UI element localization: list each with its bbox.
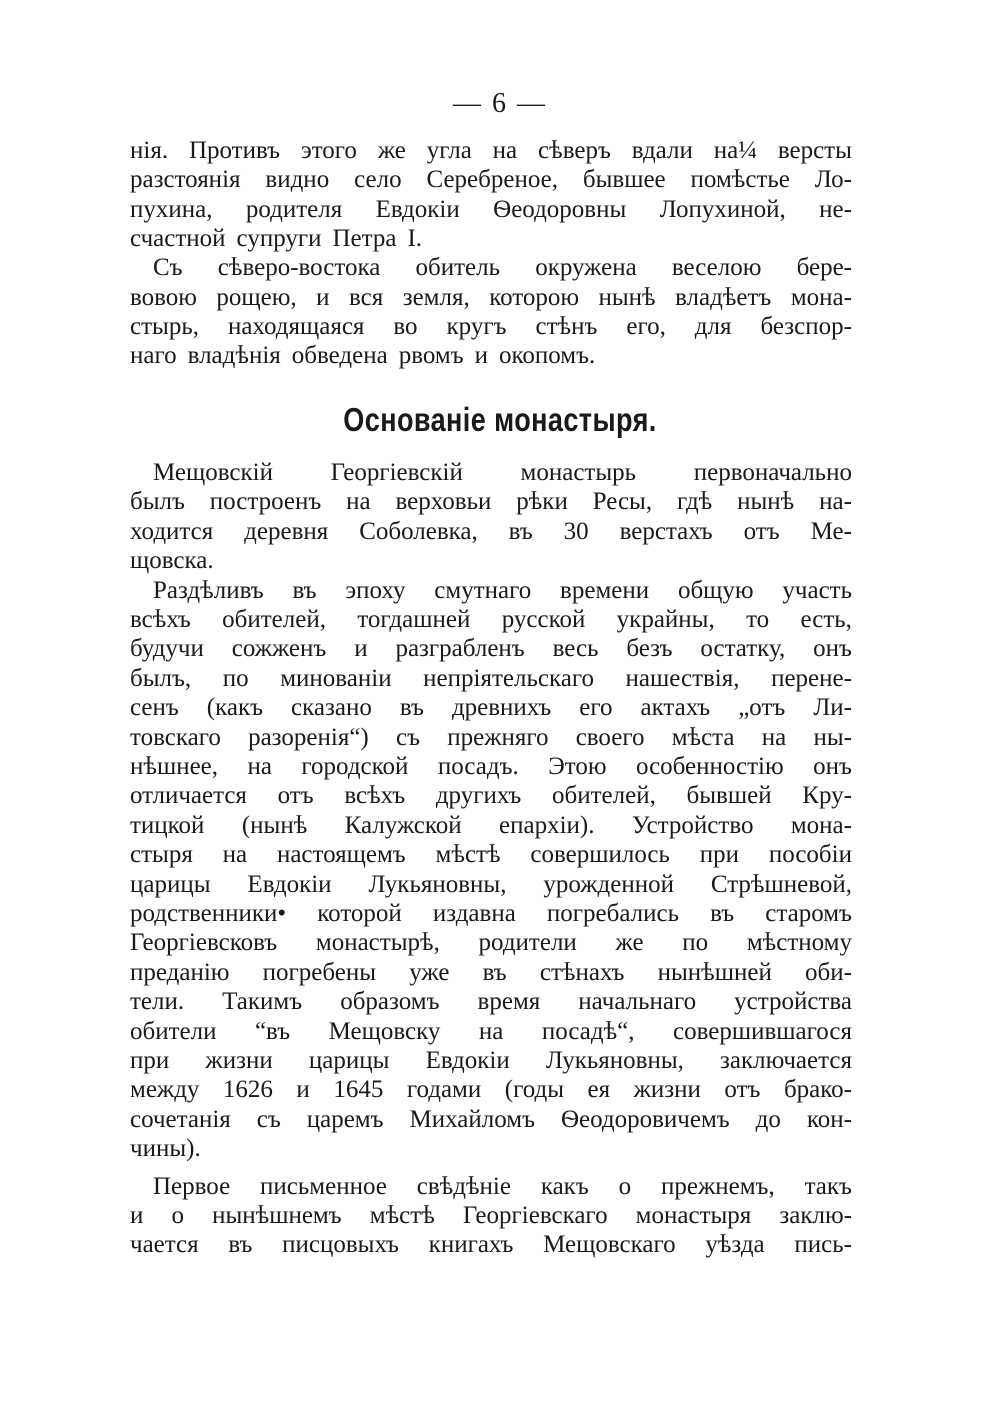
word: Евдокіи	[247, 870, 332, 898]
text-line	[130, 195, 852, 226]
word: кругъ	[446, 312, 507, 340]
word: бывшей	[686, 782, 772, 810]
word: Георгіевсковъ	[130, 929, 278, 957]
word: счастной	[130, 224, 226, 252]
word: писцовыхъ	[282, 1231, 399, 1259]
word: 1645	[333, 1076, 384, 1104]
text-line	[130, 752, 852, 783]
word: образомъ	[340, 988, 440, 1016]
word: и	[354, 635, 368, 663]
word: обведена	[291, 342, 388, 370]
word: перене-	[771, 664, 852, 692]
word: вся	[348, 283, 384, 311]
word: I.	[407, 224, 423, 252]
word: отъ	[743, 517, 780, 545]
word: сожженъ	[231, 635, 327, 663]
word: видно	[265, 166, 330, 194]
word: деревня	[244, 517, 329, 545]
word: древнихъ	[451, 694, 552, 722]
word: старомъ	[765, 900, 852, 927]
text-line	[153, 458, 852, 489]
word: актахъ	[640, 694, 711, 722]
word: (нынѣ	[241, 811, 308, 839]
word: монастыря	[635, 1202, 752, 1229]
text-line	[130, 958, 852, 989]
text-line	[130, 341, 852, 372]
word: погребены	[262, 958, 377, 986]
word: остатку,	[700, 635, 786, 663]
word: совершилось	[530, 841, 670, 869]
word: мона-	[790, 283, 852, 311]
text-line	[130, 693, 852, 724]
word: вдали	[631, 137, 693, 164]
word: по	[682, 929, 709, 957]
word: Лопухиной,	[659, 195, 786, 223]
word: весь	[552, 635, 599, 663]
word: въ	[228, 1231, 253, 1259]
word: при	[130, 1047, 170, 1074]
word: Стрѣшневой,	[710, 870, 852, 898]
word: окопомъ.	[499, 342, 596, 370]
word: на	[761, 723, 787, 751]
word: нѣшнее,	[130, 753, 219, 780]
word: брако-	[783, 1076, 852, 1104]
word: сѣверо-востока	[217, 254, 381, 282]
word: погребались	[546, 900, 679, 927]
text-line	[130, 664, 852, 695]
section-heading: Основаніе монастыря.	[343, 401, 657, 438]
word: Серебреное,	[426, 166, 558, 194]
word: мѣстѣ	[435, 841, 501, 869]
word: русской	[501, 606, 586, 633]
word: издавна	[432, 900, 516, 927]
word: родители	[478, 929, 577, 957]
word: нынѣшней	[657, 958, 772, 986]
word: времени	[560, 576, 650, 604]
text-line	[130, 634, 852, 665]
word: обители	[130, 1017, 217, 1045]
word: разграбленъ	[395, 635, 525, 663]
word: Лукьяновны,	[368, 870, 507, 898]
word: есть,	[800, 606, 852, 633]
word: урожденной	[543, 870, 674, 898]
word: заключается	[720, 1047, 852, 1074]
word: сказано	[291, 694, 372, 722]
word: ея	[587, 1076, 611, 1104]
word: монастырь	[520, 459, 637, 486]
word: былъ	[130, 488, 185, 516]
word: устройства	[734, 988, 852, 1016]
word: въ	[399, 694, 424, 722]
word: безспор-	[760, 312, 852, 340]
text-line	[130, 1105, 852, 1136]
word: его,	[626, 312, 666, 340]
word: нашествія,	[625, 664, 740, 692]
word: земля,	[402, 283, 470, 311]
word: въ	[482, 958, 507, 986]
word: верстахъ	[619, 517, 713, 545]
word: посадѣ“,	[541, 1017, 635, 1045]
word: Мещовскій	[153, 459, 273, 486]
word: городской	[301, 753, 409, 780]
word: въ	[710, 900, 735, 927]
word: кон-	[806, 1105, 852, 1133]
word: обитель	[415, 254, 501, 282]
word: въ	[508, 517, 533, 545]
text-line	[130, 987, 852, 1018]
word: рѣки	[516, 488, 568, 516]
word: 1626	[222, 1076, 273, 1104]
word: Кру-	[802, 782, 852, 810]
word: и	[130, 1202, 144, 1229]
word: на¼	[713, 137, 757, 164]
word: Ѳеодоровны	[493, 195, 627, 223]
text-line	[153, 1172, 852, 1203]
word: Ло-	[814, 166, 852, 194]
word: Съ	[153, 254, 183, 282]
word: щовска.	[130, 547, 214, 575]
word: 30	[563, 517, 589, 545]
word: другихъ	[435, 782, 522, 810]
word: между	[130, 1076, 200, 1104]
word: Ѳеодоровичемъ	[560, 1105, 730, 1133]
word: всѣхъ	[130, 606, 191, 633]
text-line	[130, 605, 852, 636]
text-line	[130, 517, 852, 548]
word: которою	[489, 283, 580, 311]
word: посадъ.	[437, 753, 519, 780]
word: нія.	[130, 137, 169, 164]
word: на	[247, 753, 272, 780]
word: безъ	[626, 635, 673, 663]
word: Такимъ	[222, 988, 303, 1016]
word: которой	[317, 900, 402, 927]
word: родственники•	[130, 900, 287, 927]
word: на	[478, 1017, 504, 1045]
word: окружена	[535, 254, 637, 282]
text-line	[130, 224, 852, 255]
text-line	[130, 928, 852, 959]
word: пись-	[794, 1231, 852, 1259]
word: былъ,	[130, 664, 192, 692]
word: письменное	[260, 1172, 387, 1200]
text-line	[130, 1017, 852, 1048]
word: смутнаго	[434, 576, 532, 604]
word: мѣстному	[746, 929, 852, 957]
word: царицы	[130, 870, 211, 898]
text-line	[130, 165, 852, 196]
word: стырь,	[130, 312, 199, 340]
word: будучи	[130, 635, 204, 663]
word: уже	[409, 958, 450, 986]
word: (какъ	[206, 694, 264, 722]
word: Евдокіи	[425, 1047, 510, 1074]
word: прежнемъ,	[660, 1172, 775, 1200]
word: преданію	[130, 958, 230, 986]
word: книгахъ	[428, 1231, 514, 1259]
word: съ	[256, 1105, 281, 1133]
word: Раздѣливъ	[153, 576, 264, 604]
word: первоначально	[693, 459, 852, 486]
word: отличается	[130, 782, 247, 810]
bottom-margin	[0, 1300, 1000, 1424]
word: начальнаго	[578, 988, 697, 1016]
word: пособіи	[768, 841, 852, 869]
word: уѣзда	[705, 1231, 765, 1259]
word: село	[354, 166, 402, 194]
word: Противъ	[188, 137, 281, 164]
word: разоренія“)	[248, 723, 369, 751]
text-line	[130, 546, 852, 577]
word: отъ	[277, 782, 314, 810]
text-line	[130, 1230, 852, 1261]
page-number: — 6 —	[453, 88, 547, 119]
word: Ли-	[813, 694, 852, 722]
word: Соболевка,	[359, 517, 478, 545]
word: владѣетъ	[675, 283, 772, 311]
word: на	[346, 488, 371, 516]
word: какъ	[540, 1172, 589, 1200]
word: сѣверъ	[538, 137, 611, 164]
word: общую	[677, 576, 754, 604]
word: онъ	[813, 635, 852, 663]
word: стѣнъ	[535, 312, 598, 340]
word: разстоянія	[130, 166, 241, 194]
word: тицкой	[130, 811, 205, 839]
text-line	[130, 312, 852, 343]
word: особенностію	[635, 753, 784, 780]
word: и	[316, 283, 330, 311]
word: Георгіевскаго	[462, 1202, 608, 1229]
word: до	[755, 1105, 781, 1133]
word: этого	[300, 137, 357, 164]
word: всѣхъ	[344, 782, 406, 810]
word: жизни	[633, 1076, 701, 1104]
word: и	[296, 1076, 310, 1104]
word: участь	[782, 576, 852, 604]
word: и	[474, 342, 489, 370]
word: Ме-	[810, 517, 852, 545]
word: съ	[395, 723, 420, 751]
word: нынѣ	[598, 283, 656, 311]
text-line	[130, 840, 852, 871]
word: украйны,	[616, 606, 715, 633]
word: ходится	[130, 517, 214, 545]
word: онъ	[813, 753, 852, 780]
text-line	[153, 253, 852, 284]
word: монастырѣ,	[315, 929, 440, 957]
word: Первое	[153, 1172, 231, 1200]
word: оби-	[805, 958, 852, 986]
word: его	[579, 694, 613, 722]
word: обителей,	[552, 782, 656, 810]
text-line	[130, 1075, 852, 1106]
word: Михайломъ	[409, 1105, 536, 1133]
word: на-	[819, 488, 852, 516]
word: царицы	[308, 1047, 390, 1074]
word: Мещовску	[328, 1017, 441, 1045]
word: пухина,	[130, 195, 213, 223]
word: Лукьяновны,	[545, 1047, 684, 1074]
word: владѣнія	[187, 342, 281, 370]
text-line	[130, 723, 852, 754]
word: обителей,	[222, 606, 326, 633]
word: мона-	[790, 811, 852, 839]
word: жизни	[205, 1047, 273, 1074]
word: веселою	[671, 254, 762, 282]
word: чины).	[130, 1135, 201, 1163]
word: мѣста	[671, 723, 735, 751]
word: своего	[575, 723, 645, 751]
word: родителя	[245, 195, 343, 223]
word: тели.	[130, 988, 185, 1016]
word: на	[222, 841, 248, 869]
word: стѣнахъ	[539, 958, 625, 986]
word: въ	[292, 576, 317, 604]
word: Мещовскаго	[543, 1231, 676, 1259]
word: рвомъ	[398, 342, 464, 370]
word: ны-	[813, 723, 852, 751]
word: товскаго	[130, 723, 221, 751]
word: бывшее	[582, 166, 666, 194]
word: гдѣ	[676, 488, 713, 516]
word: тогдашней	[357, 606, 471, 633]
word: о	[171, 1202, 184, 1229]
word: чается	[130, 1231, 199, 1259]
word: годами	[406, 1076, 482, 1104]
word: помѣстье	[690, 166, 790, 194]
text-line	[130, 136, 852, 167]
word: царемъ	[306, 1105, 384, 1133]
word: отъ	[724, 1076, 761, 1104]
word: для	[694, 312, 732, 340]
word: рощею,	[216, 283, 297, 311]
word: версты	[777, 137, 852, 164]
word: то	[746, 606, 770, 633]
word: (годы	[504, 1076, 565, 1104]
word: „отъ	[738, 694, 786, 722]
word: настоящемъ	[276, 841, 406, 869]
word: супруги	[236, 224, 322, 252]
word: при	[699, 841, 740, 869]
word: же	[615, 929, 644, 957]
word: во	[393, 312, 418, 340]
text-line	[153, 576, 852, 607]
word: заклю-	[779, 1202, 852, 1229]
word: непріятельскаго	[423, 664, 594, 692]
word: свѣдѣніе	[416, 1172, 511, 1200]
word: находящаяся	[227, 312, 365, 340]
word: Устройство	[631, 811, 754, 839]
word: минованіи	[280, 664, 392, 692]
word: угла	[426, 137, 472, 164]
word: Петра	[332, 224, 397, 252]
word: сочетанія	[130, 1105, 231, 1133]
word: не-	[819, 195, 852, 223]
word: Этою	[548, 753, 607, 780]
word: нынѣ	[737, 488, 795, 516]
word: совершившагося	[672, 1017, 852, 1045]
word: сенъ	[130, 694, 179, 722]
word: же	[377, 137, 406, 164]
word: время	[477, 988, 541, 1016]
word: мѣстѣ	[369, 1202, 435, 1229]
text-line	[130, 781, 852, 812]
word: бере-	[796, 254, 852, 282]
word: эпоху	[345, 576, 406, 604]
word: “въ	[254, 1017, 291, 1045]
word: Георгіевскій	[330, 459, 463, 486]
text-line	[130, 811, 852, 842]
word: Ресы,	[592, 488, 653, 516]
text-line	[130, 1201, 852, 1232]
text-line	[130, 1134, 852, 1165]
word: нынѣшнемъ	[212, 1202, 342, 1229]
word: наго	[130, 342, 177, 370]
word: стыря	[130, 841, 193, 869]
text-line	[130, 899, 852, 930]
text-line	[130, 1046, 852, 1077]
word: Калужской	[344, 811, 462, 839]
word: такъ	[804, 1172, 852, 1200]
word: по	[222, 664, 249, 692]
text-line	[130, 487, 852, 518]
word: на	[492, 137, 518, 164]
word: вовою	[130, 283, 197, 311]
word: епархіи).	[499, 811, 595, 839]
text-line	[130, 870, 852, 901]
word: построенъ	[209, 488, 322, 516]
word: верховьи	[395, 488, 492, 516]
word: прежняго	[447, 723, 549, 751]
word: Евдокіи	[375, 195, 460, 223]
text-line	[130, 283, 852, 314]
word: о	[618, 1172, 632, 1200]
